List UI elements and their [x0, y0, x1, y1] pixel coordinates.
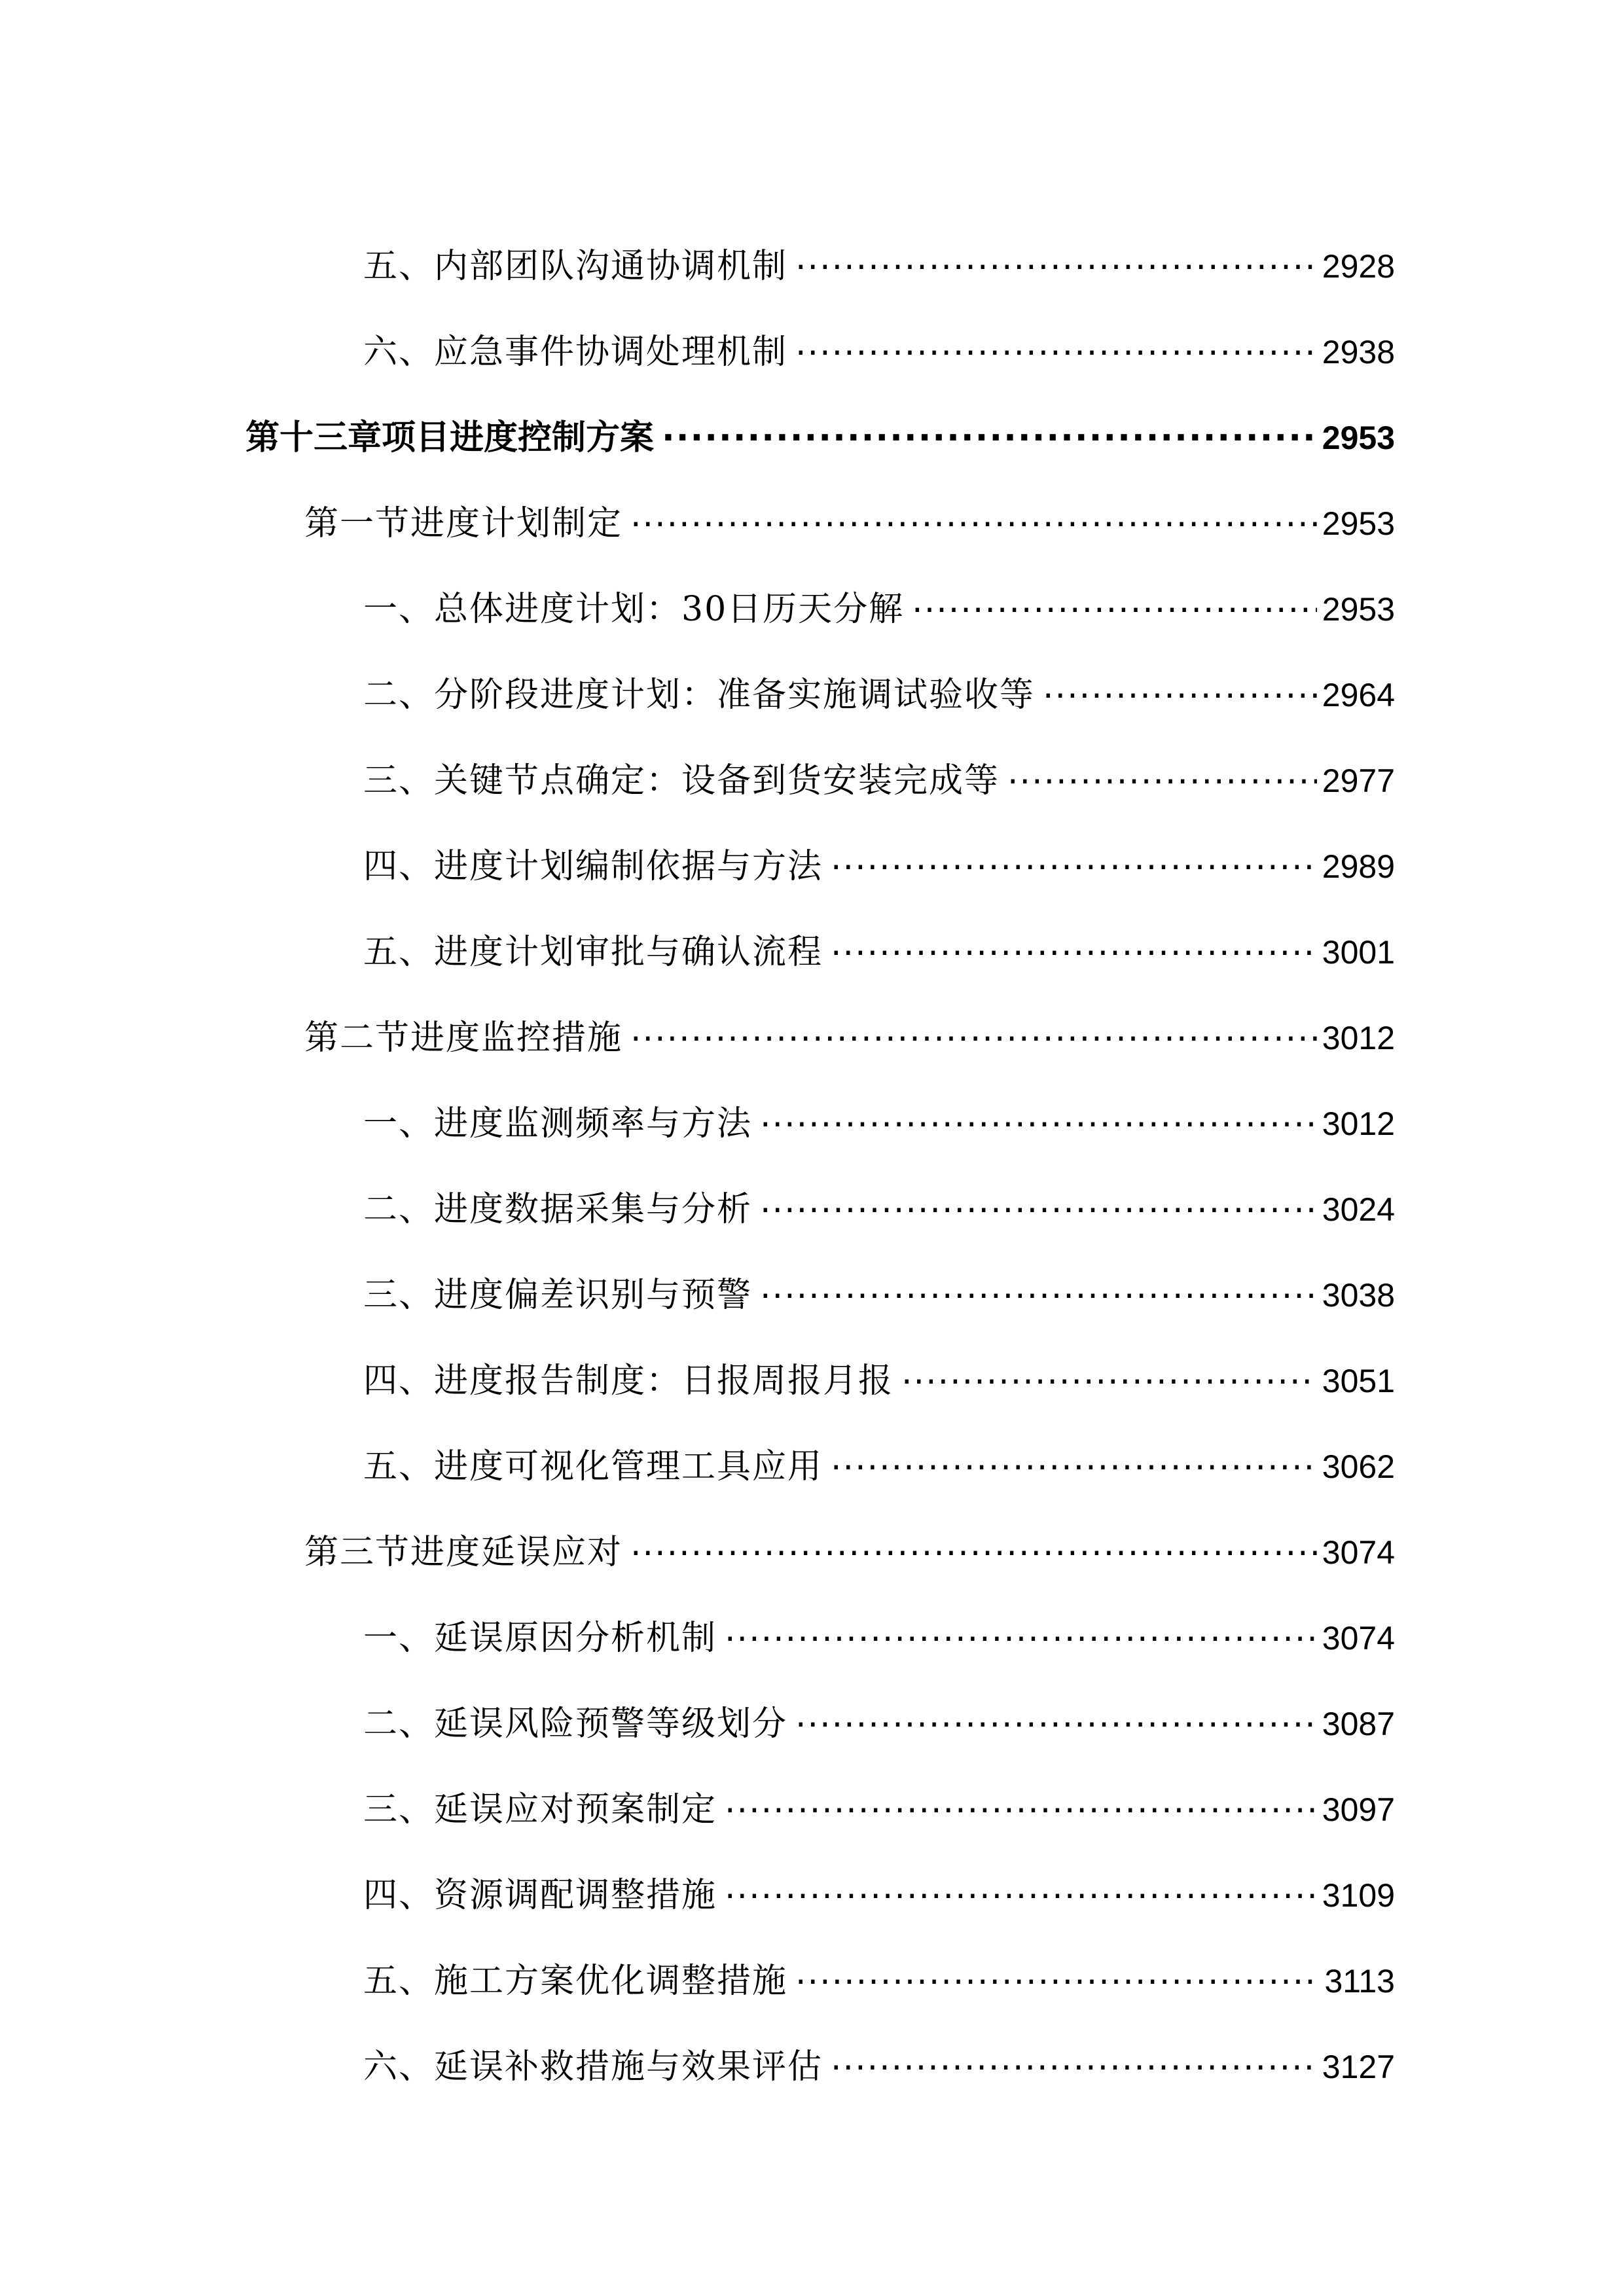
toc-entry-title: 五、内部团队沟通协调机制 [363, 247, 788, 286]
toc-page-number: 2953 [1322, 591, 1395, 628]
toc-entry-title: 第二节进度监控措施 [304, 1018, 623, 1058]
toc-page-number: 3109 [1322, 1877, 1395, 1914]
toc-page-number: 2953 [1322, 505, 1395, 542]
toc-dot-leader [795, 243, 1317, 278]
toc-subsection-entry[interactable] [0, 211, 1624, 296]
toc-entry-title: 第三节进度延误应对 [304, 1533, 623, 1572]
toc-page-number: 3074 [1322, 1534, 1395, 1571]
toc-subsection-entry[interactable] [0, 1754, 1624, 1840]
toc-subsection-entry[interactable] [0, 1068, 1624, 1154]
toc-page-number: 2938 [1322, 334, 1395, 370]
toc-entry-title: 一、总体进度计划：30日历天分解 [363, 590, 905, 629]
toc-page-number: 2928 [1322, 248, 1395, 285]
toc-subsection-entry[interactable] [0, 2011, 1624, 2097]
toc-entry-title: 二、进度数据采集与分析 [363, 1190, 753, 1229]
table-of-contents [0, 211, 1624, 2097]
toc-entry-title: 三、延误应对预案制定 [363, 1790, 717, 1829]
toc-dot-leader [630, 1530, 1317, 1564]
toc-subsection-entry[interactable] [0, 811, 1624, 897]
toc-entry-title: 三、进度偏差识别与预警 [363, 1276, 753, 1315]
toc-dot-leader [725, 1615, 1317, 1649]
toc-chapter-entry[interactable] [0, 382, 1624, 468]
toc-entry-title: 六、延误补救措施与效果评估 [363, 2047, 823, 2087]
toc-dot-leader [725, 1787, 1317, 1821]
toc-entry-title: 一、延误原因分析机制 [363, 1619, 717, 1658]
toc-page-number: 3074 [1322, 1620, 1395, 1657]
toc-page-number: 3113 [1324, 1963, 1395, 2000]
toc-subsection-entry[interactable] [0, 897, 1624, 982]
toc-dot-leader [831, 844, 1317, 878]
toc-section-entry[interactable] [0, 982, 1624, 1068]
toc-dot-leader [831, 1444, 1317, 1478]
toc-entry-title: 二、延误风险预警等级划分 [363, 1704, 788, 1744]
toc-section-entry[interactable] [0, 1497, 1624, 1583]
toc-dot-leader [662, 415, 1317, 449]
toc-entry-title: 三、关键节点确定：设备到货安装完成等 [363, 761, 1000, 800]
toc-page-number: 2989 [1322, 848, 1395, 885]
toc-page-number: 3087 [1322, 1706, 1395, 1742]
toc-dot-leader [795, 1958, 1319, 1992]
toc-entry-title: 五、进度计划审批与确认流程 [363, 933, 823, 972]
toc-subsection-entry[interactable] [0, 1411, 1624, 1497]
toc-dot-leader [760, 1101, 1317, 1135]
toc-entry-title: 四、进度报告制度：日报周报月报 [363, 1361, 894, 1401]
toc-subsection-entry[interactable] [0, 1240, 1624, 1325]
toc-dot-leader [725, 1873, 1317, 1907]
toc-page-number: 3062 [1322, 1448, 1395, 1485]
toc-subsection-entry[interactable] [0, 1154, 1624, 1240]
toc-subsection-entry[interactable] [0, 1325, 1624, 1411]
toc-page-number: 2977 [1322, 762, 1395, 799]
toc-page-number: 3012 [1322, 1020, 1395, 1056]
toc-page-number: 3038 [1322, 1277, 1395, 1314]
toc-subsection-entry[interactable] [0, 1668, 1624, 1754]
toc-subsection-entry[interactable] [0, 1926, 1624, 2011]
toc-dot-leader [630, 1015, 1317, 1049]
toc-dot-leader [795, 1701, 1317, 1735]
toc-dot-leader [831, 2044, 1317, 2078]
toc-dot-leader [760, 1187, 1317, 1221]
toc-page-number: 3127 [1322, 2049, 1395, 2085]
toc-subsection-entry[interactable] [0, 1583, 1624, 1668]
toc-page-number: 3051 [1322, 1363, 1395, 1399]
toc-dot-leader [912, 586, 1317, 620]
toc-entry-title: 五、施工方案优化调整措施 [363, 1962, 788, 2001]
toc-dot-leader [1007, 758, 1317, 792]
toc-entry-title: 第十三章项目进度控制方案 [245, 418, 655, 457]
toc-entry-title: 一、进度监测频率与方法 [363, 1104, 753, 1143]
toc-entry-title: 四、资源调配调整措施 [363, 1876, 717, 1915]
toc-dot-leader [901, 1358, 1317, 1392]
toc-subsection-entry[interactable] [0, 554, 1624, 639]
toc-entry-title: 六、应急事件协调处理机制 [363, 332, 788, 372]
toc-entry-title: 四、进度计划编制依据与方法 [363, 847, 823, 886]
toc-dot-leader [1043, 672, 1317, 706]
toc-page-number: 3001 [1322, 934, 1395, 971]
toc-page-number: 3097 [1322, 1791, 1395, 1828]
toc-page-number: 2953 [1322, 420, 1395, 456]
toc-entry-title: 五、进度可视化管理工具应用 [363, 1447, 823, 1486]
toc-entry-title: 二、分阶段进度计划：准备实施调试验收等 [363, 675, 1036, 715]
toc-subsection-entry[interactable] [0, 296, 1624, 382]
toc-dot-leader [760, 1272, 1317, 1306]
toc-page-number: 3012 [1322, 1105, 1395, 1142]
toc-dot-leader [831, 929, 1317, 963]
toc-page-number: 2964 [1322, 677, 1395, 713]
toc-page-number: 3024 [1322, 1191, 1395, 1228]
toc-dot-leader [795, 329, 1317, 363]
toc-subsection-entry[interactable] [0, 725, 1624, 811]
toc-dot-leader [630, 501, 1317, 535]
toc-subsection-entry[interactable] [0, 639, 1624, 725]
toc-section-entry[interactable] [0, 468, 1624, 554]
toc-subsection-entry[interactable] [0, 1840, 1624, 1926]
toc-entry-title: 第一节进度计划制定 [304, 504, 623, 543]
